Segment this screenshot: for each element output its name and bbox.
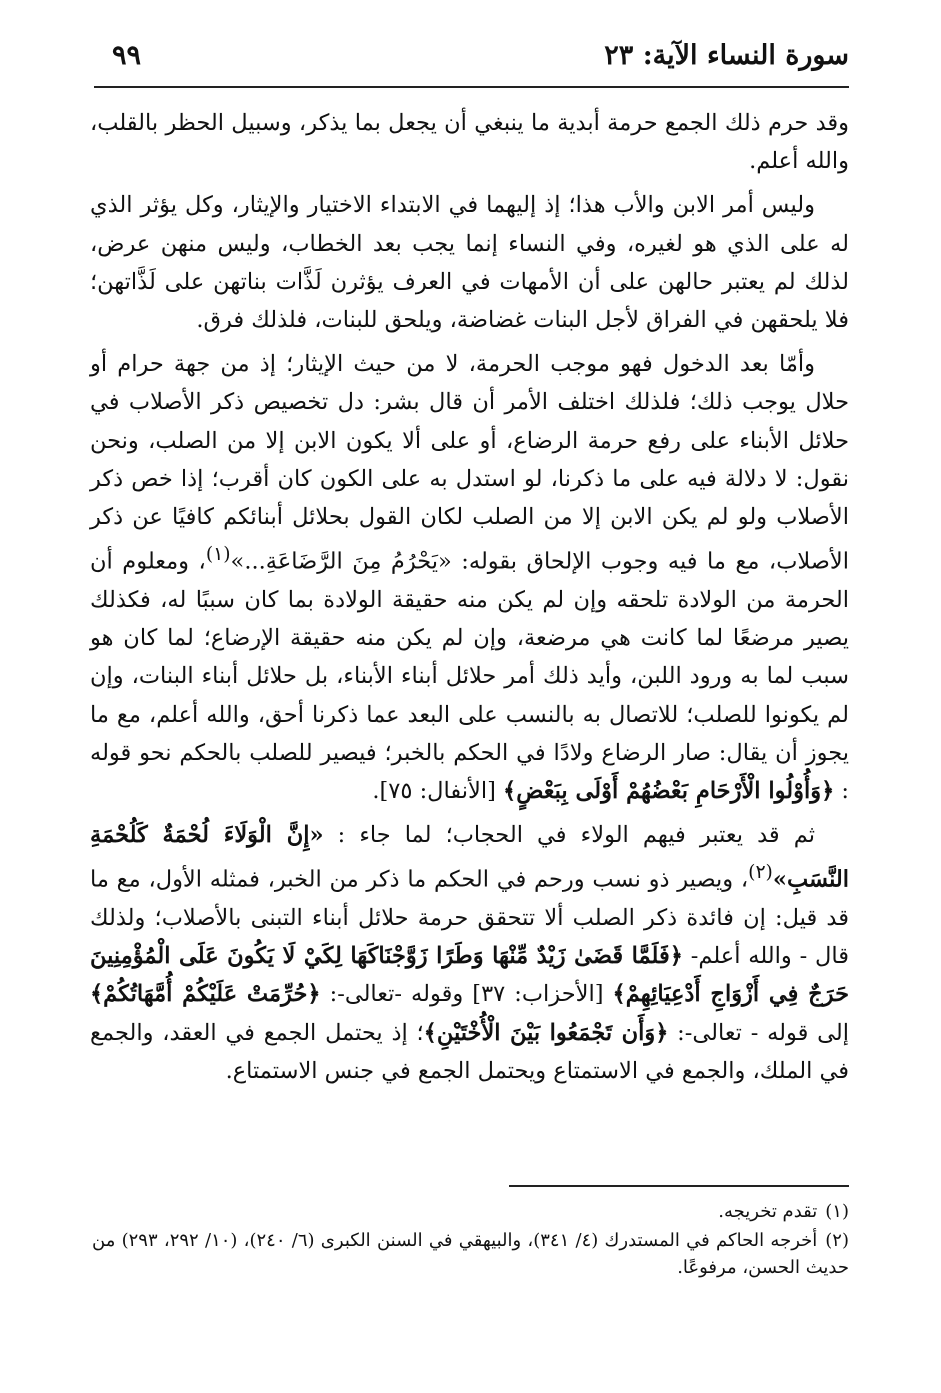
main-text xyxy=(90,104,849,1096)
quran-verse-anfal: ﴿وَأُوْلُوا الْأَرْحَامِ بَعْضُهُمْ أَوْلَى بِبَعْضٍ﴾ xyxy=(503,777,835,804)
footnote-2 xyxy=(92,1227,849,1281)
paragraph-4-text-b: ، ويصير ذو نسب ورحم في الحكم ما ذكر من الخبر، فمثله الأول، مع ما قد قيل: إن فائدة ذكر الصلب ألا تتحقق حرمة حلائل أبناء التبنى بالأصلاب؛ ولذلك قال - والله أعلم- xyxy=(90,866,850,970)
verse-reference-anfal: [الأنفال: ٧٥]. xyxy=(372,777,504,804)
footnote-1-number: (١) xyxy=(825,1201,849,1222)
footnotes xyxy=(92,1198,849,1283)
paragraph-4-text-a: ثم قد يعتبر فيهم الولاء في الحجاب؛ لما جاء : xyxy=(323,822,816,849)
hadith-quote: «إِنَّ الْوَلَاءَ لُحْمَةٌ كَلُحْمَةِ النَّسَبِ» xyxy=(90,822,849,893)
quran-verse-nisa-1: ﴿حُرِّمَتْ عَلَيْكُمْ أُمَّهَاتُكُمْ﴾ xyxy=(90,981,321,1008)
paragraph-4 xyxy=(90,816,849,1090)
footnote-1 xyxy=(92,1198,849,1225)
running-title: سورة النساء الآية: ٢٣ xyxy=(604,40,849,71)
header-divider xyxy=(94,86,849,88)
quran-verse-nisa-2: ﴿وَأَن تَجْمَعُوا بَيْنَ الْأُخْتَيْنِ﴾ xyxy=(423,1019,669,1046)
paragraph-1-text: وقد حرم ذلك الجمع حرمة أبدية ما ينبغي أن يجعل بما يذكر، وسبيل الحظر بالقلب، والله أعلم. xyxy=(90,110,849,175)
page-number: ٩٩ xyxy=(112,40,142,71)
page-header xyxy=(112,38,849,84)
footnote-ref-2: (٢) xyxy=(748,862,773,884)
footnote-ref-1: (١) xyxy=(205,544,231,566)
paragraph-3 xyxy=(90,345,849,810)
paragraph-3-text-b: ، ومعلوم أن الحرمة من الولادة تلحقه وإن لم يكن منه حقيقة الولادة بما كان سببًا له، فكذلك يصير مرضعًا لما كانت هي مرضعة، وإن لم يكن منه حقيقة الإرضاع؛ لما كان هو سبب لما به ورود اللبن، وأيد ذلك أمر حلائل أبناء الأبناء، بل حلائل أبناء البنات، وإن لم يكونوا للصلب؛ للاتصال به بالنسب على البعد عما ذكرنا أحق، والله أعلم، مع ما يجوز أن يقال: صار الرضاع ولادًا في الحكم بالخبر؛ فيصير للصلب بالحكم نحو قوله : xyxy=(90,548,849,804)
paragraph-3-text-a: وأمّا بعد الدخول فهو موجب الحرمة، لا من حيث الإيثار؛ إذ من جهة حرام أو حلال يوجب ذلك؛ فلذلك اختلف الأمر أن قال بشر: دل تخصيص ذكر الأصلاب في حلائل الأبناء على رفع حرمة الرضاع، أو على ألا يكون الابن إلا من الصلب، ونحن نقول: لا دلالة فيه على ما ذكرنا، لو استدل به على الكون كان أقرب؛ إذا خص ذكر الأصلاب ولو لم يكن الابن إلا من الصلب لكان القول بحلائل أبنائكم كافيًا عن ذكر الأصلاب، مع ما فيه وجوب الإلحاق بقوله: «يَحْرُمُ مِنَ الرَّضَاعَةِ...» xyxy=(90,351,849,575)
footnote-2-text: أخرجه الحاكم في المستدرك (٤/ ٣٤١)، والبيهقي في السنن الكبرى (٦/ ٢٤٠)، (١٠/ ٢٩٢، ٢٩٣) من حديث الحسن، مرفوعًا. xyxy=(92,1230,849,1278)
paragraph-1 xyxy=(90,104,849,180)
footnote-divider xyxy=(509,1185,849,1187)
footnote-1-text: تقدم تخريجه. xyxy=(718,1201,818,1222)
footnote-2-number: (٢) xyxy=(825,1230,849,1251)
paragraph-4-text-e: ؛ إذ يحتمل الجمع في العقد، والجمع في الملك، والجمع في الاستمتاع ويحتمل الجمع في جنس الاستمتاع. xyxy=(90,1019,849,1084)
paragraph-4-text-d: إلى قوله - تعالى-: xyxy=(668,1019,849,1046)
paragraph-2-text: وليس أمر الابن والأب هذا؛ إذ إليهما في الابتداء الاختيار والإيثار، وكل يؤثر الذي له على الذي هو لغيره، وفي النساء إنما يجب بعد الخطاب، وليس منهن عرض، لذلك لم يعتبر حالهن على أن الأمهات في العرف يؤثرن لَذَّات بناتهن على لَذَّاتهن؛ فلا يلحقهن في الفراق لأجل البنات غضاضة، ويلحق للبنات، فلذلك فرق. xyxy=(90,192,849,334)
paragraph-2 xyxy=(90,186,849,339)
quran-verse-ahzab: ﴿فَلَمَّا قَضَىٰ زَيْدٌ مِّنْهَا وَطَرًا زَوَّجْنَاكَهَا لِكَيْ لَا يَكُونَ عَلَى الْمُؤْمِنِينَ حَرَجٌ فِي أَزْوَاجِ أَدْعِيَائِهِمْ﴾ xyxy=(90,943,850,1008)
paragraph-4-text-c: [الأحزاب: ٣٧] وقوله -تعالى-: xyxy=(320,981,613,1008)
